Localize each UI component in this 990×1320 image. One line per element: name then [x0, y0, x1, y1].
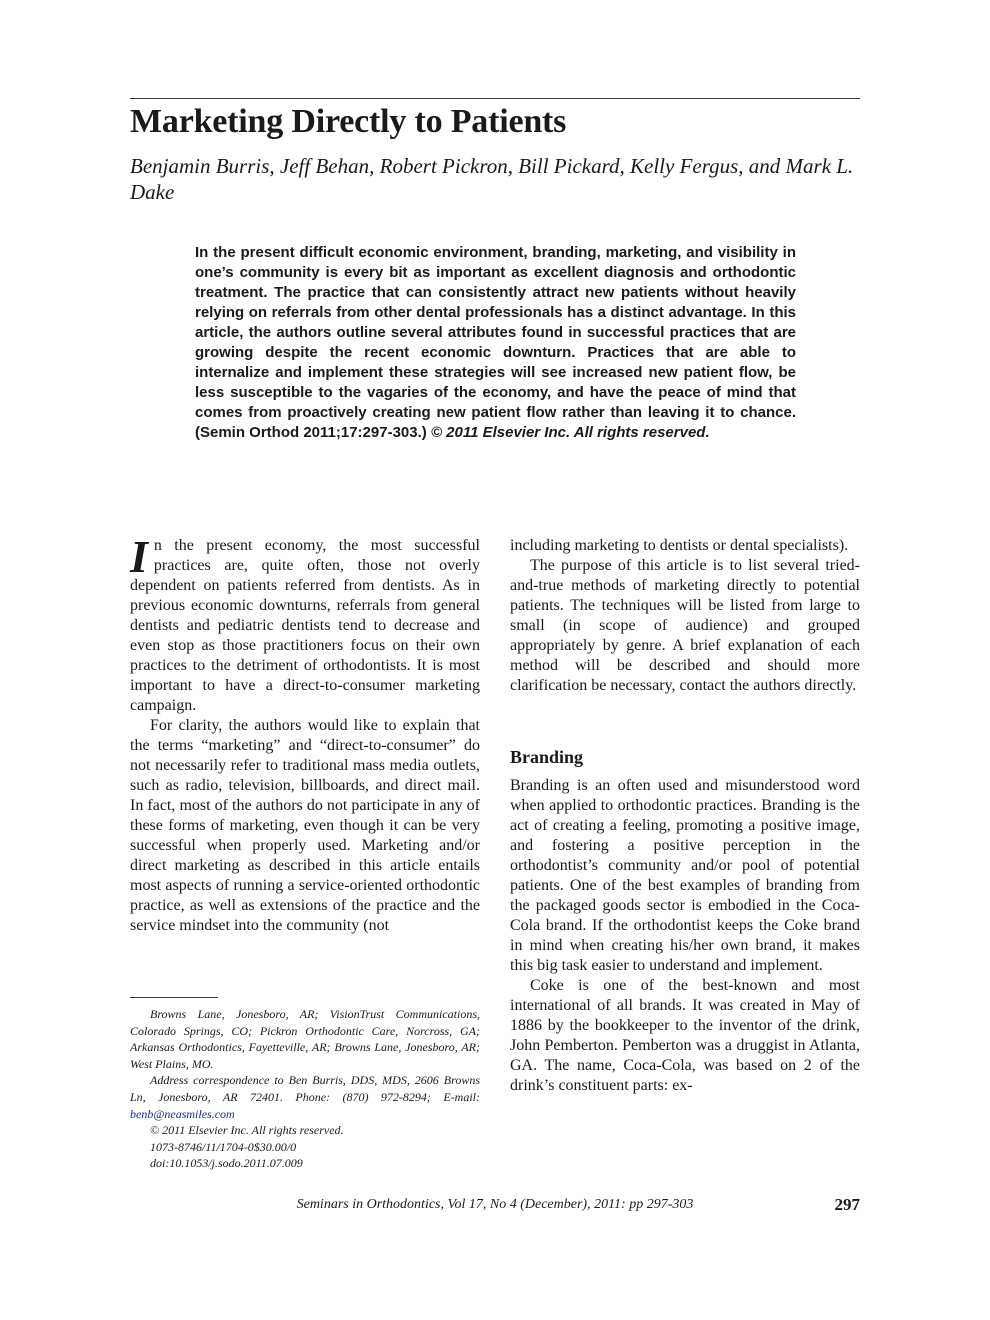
body-paragraph-2-continued: including marketing to dentists or dental specialists). [510, 537, 849, 554]
page-number: 297 [834, 1195, 860, 1214]
footnote-copyright: © 2011 Elsevier Inc. All rights reserved. [150, 1123, 344, 1138]
footnote-email-link[interactable]: benb@neasmiles.com [130, 1106, 235, 1121]
body-paragraph-5: Coke is one of the best-known and most international of all brands. It was created in May of 1886 by the bookkeeper to the inventor of the drink, John Pemberton. Pemberton was a druggist in Atlanta, GA. The name, Coca-Cola, was based on 2 of the drink’s constituent parts: ex- [510, 977, 860, 1094]
footnotes [130, 1006, 480, 1172]
footnote-correspondence-text: Address correspondence to Ben Burris, DDS, MDS, 2606 Browns Ln, Jonesboro, AR 72401. Phone: (870) 972-8294; E-mail: [130, 1073, 480, 1104]
section-heading-branding: Branding [510, 747, 584, 767]
footnote-correspondence [130, 1072, 480, 1122]
body-column-right [510, 536, 860, 1096]
body-paragraph-2: For clarity, the authors would like to explain that the terms “marketing” and “direct-to-consumer” do not necessarily refer to traditional mass media outlets, such as radio, television, billboards, and direct mail. In fact, most of the authors do not participate in any of these forms of marketing, even though it can be very successful when properly used. Marketing and/or direct marketing as described in this article entails most aspects of running a service-oriented orthodontic practice, as well as extensions of the practice and the service mindset into the community (not [130, 717, 480, 934]
abstract [195, 243, 796, 443]
body-column-left [130, 531, 480, 936]
body-paragraph-1-text: n the present economy, the most successful practices are, quite often, those not overly dependent on patients referred from dentists. As in previous economic downturns, referrals from general dentists and pediatric dentists tend to decrease and even stop as those practitioners focus on their own practices to the detriment of orthodontists. It is most important to have a direct-to-consumer marketing campaign. [130, 537, 480, 714]
top-rule [130, 98, 860, 99]
journal-citation: Seminars in Orthodontics, Vol 17, No 4 (December), 2011: pp 297-303 [296, 1197, 694, 1212]
body-paragraph-3: The purpose of this article is to list several tried-and-true methods of marketing directly to potential patients. The techniques will be listed from large to small (in scope of audience) and grouped appropriately by genre. A brief explanation of each method will be described and should more clarification be necessary, contact the authors directly. [510, 557, 860, 694]
footnote-rule [130, 997, 218, 998]
footnote-affiliations: Browns Lane, Jonesboro, AR; VisionTrust Communications, Colorado Springs, CO; Pickron Orthodontic Care, Norcross, GA; Arkansas Orthodontics, Fayetteville, AR; Browns Lane, Jonesboro, AR; West Plains, MO. [130, 1007, 480, 1071]
drop-cap: I [130, 531, 148, 582]
footnote-issn: 1073-8746/11/1704-0$30.00/0 [150, 1139, 297, 1154]
journal-footer [130, 1195, 860, 1215]
body-paragraph-1 [130, 531, 480, 716]
abstract-copyright: © 2011 Elsevier Inc. All rights reserved. [430, 424, 710, 441]
footnote-doi: doi:10.1053/j.sodo.2011.07.009 [150, 1156, 303, 1171]
body-paragraph-4: Branding is an often used and misunderstood word when applied to orthodontic practices. Branding is the act of creating a feeling, promoting a positive image, and fostering a positive perception in the orthodontist’s community and/or pool of potential patients. One of the best examples of branding from the packaged goods sector is embodied in the Coca-Cola brand. If the orthodontist keeps the Coke brand in mind when creating his/her own brand, it makes this big task easier to understand and implement. [510, 777, 860, 974]
abstract-text: In the present difficult economic environment, branding, marketing, and visibility in one’s community is every bit as important as excellent diagnosis and orthodontic treatment. The practice that can consistently attract new patients without heavily relying on referrals from other dental professionals has a distinct advantage. In this article, the authors outline several attributes found in successful practices that are growing despite the recent economic downturn. Practices that are able to internalize and implement these strategies will see increased new patient flow, be less susceptible to the vagaries of the economy, and have the peace of mind that comes from proactively creating new patient flow rather than leaving it to chance. (Semin Orthod 2011;17:297-303.) [195, 244, 796, 441]
article-title: Marketing Directly to Patients [130, 103, 567, 140]
article-authors: Benjamin Burris, Jeff Behan, Robert Pickron, Bill Pickard, Kelly Fergus, and Mark L. Dake [130, 154, 854, 204]
